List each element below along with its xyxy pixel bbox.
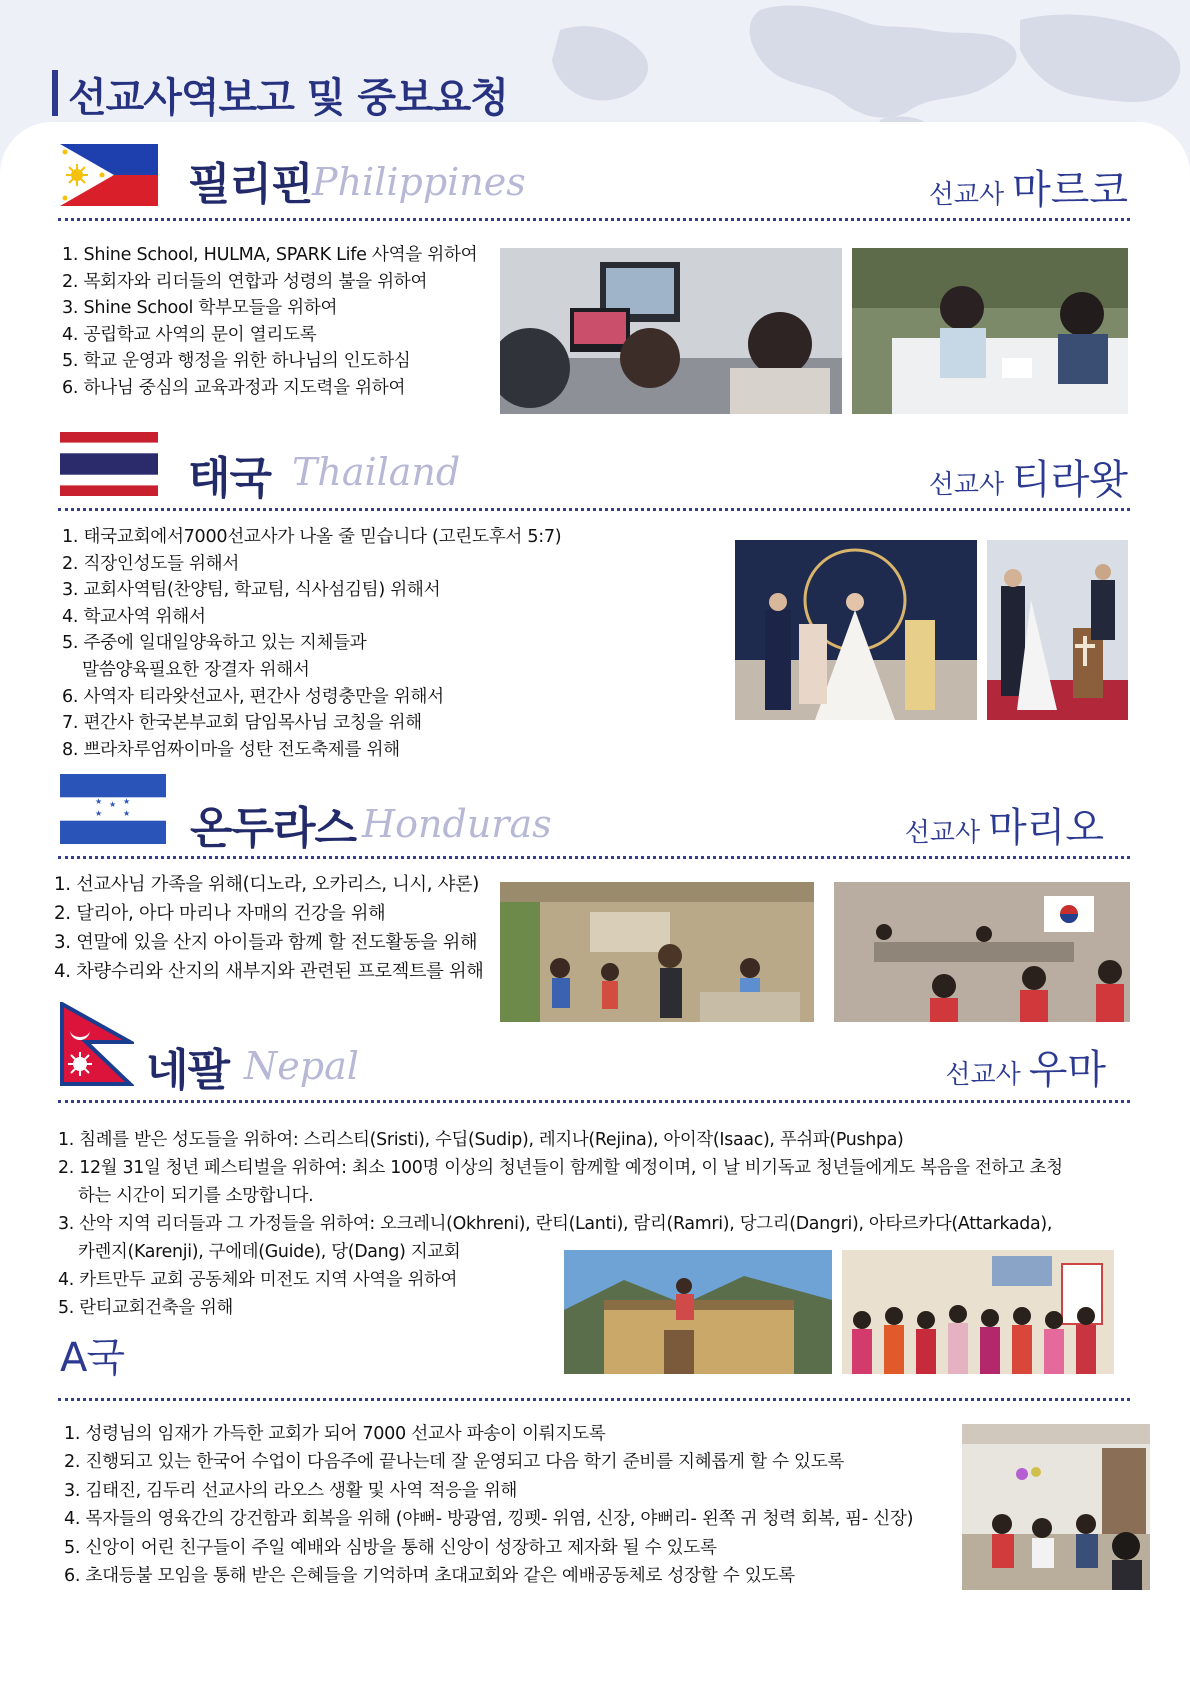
photo-church-construction bbox=[564, 1250, 832, 1374]
prayer-request-item: 5. 신앙이 어린 친구들이 주일 예배와 심방을 통해 신앙이 성장하고 제자화 될 수 있도록 bbox=[64, 1537, 717, 1558]
country-name-korean: 네팔 bbox=[146, 1045, 230, 1096]
dotted-divider bbox=[58, 1100, 1130, 1103]
prayer-request-item: 4. 목자들의 영육간의 강건함과 회복을 위해 (야뻐- 방광염, 낑펫- 위염, 신장, 야뻐리- 왼쪽 귀 청력 회복, 핌- 신장) bbox=[64, 1509, 914, 1530]
prayer-request-item: 5. 란티교회건축을 위해 bbox=[58, 1298, 233, 1318]
prayer-request-item: 2. 목회자와 리더들의 연합과 성령의 불을 위하여 bbox=[62, 271, 428, 292]
prayer-request-item: 5. 학교 운영과 행정을 위한 하나님의 인도하심 bbox=[62, 351, 411, 372]
prayer-request-list bbox=[54, 870, 504, 986]
photo-wedding-ceremony bbox=[987, 540, 1128, 720]
prayer-request-item: 4. 공립학교 사역의 문이 열리도록 bbox=[62, 324, 317, 345]
dotted-divider bbox=[58, 1398, 1130, 1401]
missionary-label bbox=[929, 158, 1128, 215]
prayer-request-item: 5. 주중에 일대일양육하고 있는 지체들과 말씀양육필요한 장결자 위해서 bbox=[62, 633, 367, 680]
photo-children-gathering bbox=[500, 882, 814, 1022]
page-title: 선교사역보고 및 중보요청 bbox=[68, 75, 508, 121]
prayer-request-item: 4. 카트만두 교회 공동체와 미전도 지역 사역을 위하여 bbox=[58, 1270, 458, 1290]
prayer-request-item: 1. 태국교회에서7000선교사가 나올 줄 믿습니다 (고린도후서 5:7) bbox=[62, 527, 562, 547]
svg-text:★: ★ bbox=[95, 809, 103, 818]
prayer-request-item: 6. 초대등불 모임을 통해 받은 은혜들을 기억하며 초대교회와 같은 예배공동체로 성장할 수 있도록 bbox=[64, 1566, 795, 1587]
missionary-prefix: 선교사 bbox=[928, 470, 1005, 500]
photo-children-crafts bbox=[852, 248, 1128, 414]
prayer-request-item: 2. 직장인성도들 위해서 bbox=[62, 553, 240, 574]
prayer-request-item: 2. 달리아, 아다 마리나 자매의 건강을 위해 bbox=[54, 903, 386, 924]
svg-text:★: ★ bbox=[123, 797, 131, 806]
dotted-divider bbox=[58, 218, 1130, 221]
title-accent-bar bbox=[52, 70, 58, 116]
prayer-request-item: 4. 차량수리와 산지의 새부지와 관련된 프로젝트를 위해 bbox=[54, 961, 484, 982]
photo-children-classroom bbox=[834, 882, 1130, 1022]
prayer-request-item: 1. 침례를 받은 성도들을 위하여: 스리스티(Sristi), 수딥(Sudip), 레지나(Rejina), 아이작(Isaac), 푸쉬파(Pushpa) bbox=[58, 1130, 904, 1150]
prayer-request-item: 1. 선교사님 가족을 위해(디노라, 오카리스, 니시, 샤론) bbox=[54, 874, 480, 895]
missionary-name: 마리오 bbox=[988, 805, 1104, 851]
country-name-korean: A국 bbox=[60, 1335, 125, 1381]
nepal-flag-icon bbox=[60, 1002, 134, 1086]
svg-text:★: ★ bbox=[95, 797, 103, 806]
prayer-request-item: 2. 진행되고 있는 한국어 수업이 다음주에 끝나는데 잘 운영되고 다음 학기 준비를 지혜롭게 할 수 있도록 bbox=[64, 1452, 845, 1473]
svg-text:★: ★ bbox=[123, 809, 131, 818]
prayer-request-item: 6. 사역자 티라왓선교사, 편간사 성령충만을 위해서 bbox=[62, 686, 444, 707]
prayer-request-item: 3. 산악 지역 리더들과 그 가정들을 위하여: 오크레니(Okhreni), 란티(Lanti), 람리(Ramri), 당그리(Dangri), 아타르카다(Attarkada), 카렌지(Karenji), 구에데(Guide), 당(Dang) 지교회 bbox=[58, 1214, 1053, 1262]
philippines-flag-icon bbox=[60, 144, 158, 206]
prayer-request-list bbox=[64, 1420, 964, 1590]
missionary-name: 우마 bbox=[1028, 1047, 1106, 1093]
country-name-english: Honduras bbox=[362, 802, 552, 846]
missionary-prefix: 선교사 bbox=[928, 180, 1005, 210]
photo-nepal-congregation bbox=[842, 1250, 1114, 1374]
missionary-label bbox=[929, 448, 1128, 505]
prayer-request-list bbox=[62, 524, 722, 763]
prayer-request-item: 3. Shine School 학부모들을 위하여 bbox=[62, 298, 338, 319]
missionary-name: 마르코 bbox=[1012, 167, 1128, 213]
prayer-request-item: 3. 교회사역팀(찬양팀, 학교팀, 식사섬김팀) 위해서 bbox=[62, 580, 441, 601]
photo-small-group-meeting bbox=[962, 1424, 1150, 1590]
country-name-english: Thailand bbox=[292, 450, 461, 494]
photo-wedding-group bbox=[735, 540, 977, 720]
country-name-korean: 필리핀 bbox=[188, 159, 313, 210]
prayer-request-item: 2. 12월 31일 청년 페스티벌을 위하여: 최소 100명 이상의 청년들이 함께할 예정이며, 이 날 비기독교 청년들에게도 복음을 전하고 초청 하는 시간이 되기를 소망합니다. bbox=[58, 1158, 1063, 1206]
dotted-divider bbox=[58, 856, 1130, 859]
country-name-korean: 태국 bbox=[188, 453, 272, 504]
missionary-label bbox=[905, 796, 1104, 853]
svg-text:★: ★ bbox=[109, 800, 117, 809]
country-name-english: Philippines bbox=[312, 160, 526, 204]
prayer-request-item: 1. 성령님의 임재가 가득한 교회가 되어 7000 선교사 파송이 이뤄지도록 bbox=[64, 1424, 606, 1444]
missionary-label bbox=[945, 1038, 1106, 1095]
missionary-prefix: 선교사 bbox=[945, 1060, 1021, 1090]
missionary-prefix: 선교사 bbox=[904, 818, 981, 848]
prayer-request-item: 6. 하나님 중심의 교육과정과 지도력을 위하여 bbox=[62, 377, 406, 398]
prayer-request-item: 4. 학교사역 위해서 bbox=[62, 606, 206, 627]
prayer-request-item: 3. 연말에 있을 산지 아이들과 함께 할 전도활동을 위해 bbox=[54, 932, 478, 953]
missionary-name: 티라왓 bbox=[1012, 457, 1128, 503]
country-name-english: Nepal bbox=[244, 1044, 359, 1088]
honduras-flag-icon bbox=[60, 774, 166, 844]
photo-students-computer bbox=[500, 248, 842, 414]
prayer-request-item: 7. 편간사 한국본부교회 담임목사님 코칭을 위해 bbox=[62, 713, 422, 734]
prayer-request-item: 1. Shine School, HULMA, SPARK Life 사역을 위하여 bbox=[62, 245, 478, 265]
prayer-request-item: 8. 쁘라차루엄짜이마을 성탄 전도축제를 위해 bbox=[62, 739, 400, 760]
prayer-request-item: 3. 김태진, 김두리 선교사의 라오스 생활 및 사역 적응을 위해 bbox=[64, 1480, 518, 1501]
dotted-divider bbox=[58, 508, 1130, 511]
country-name-korean: 온두라스 bbox=[190, 803, 357, 854]
prayer-request-list bbox=[62, 242, 502, 402]
thailand-flag-icon bbox=[60, 432, 158, 496]
